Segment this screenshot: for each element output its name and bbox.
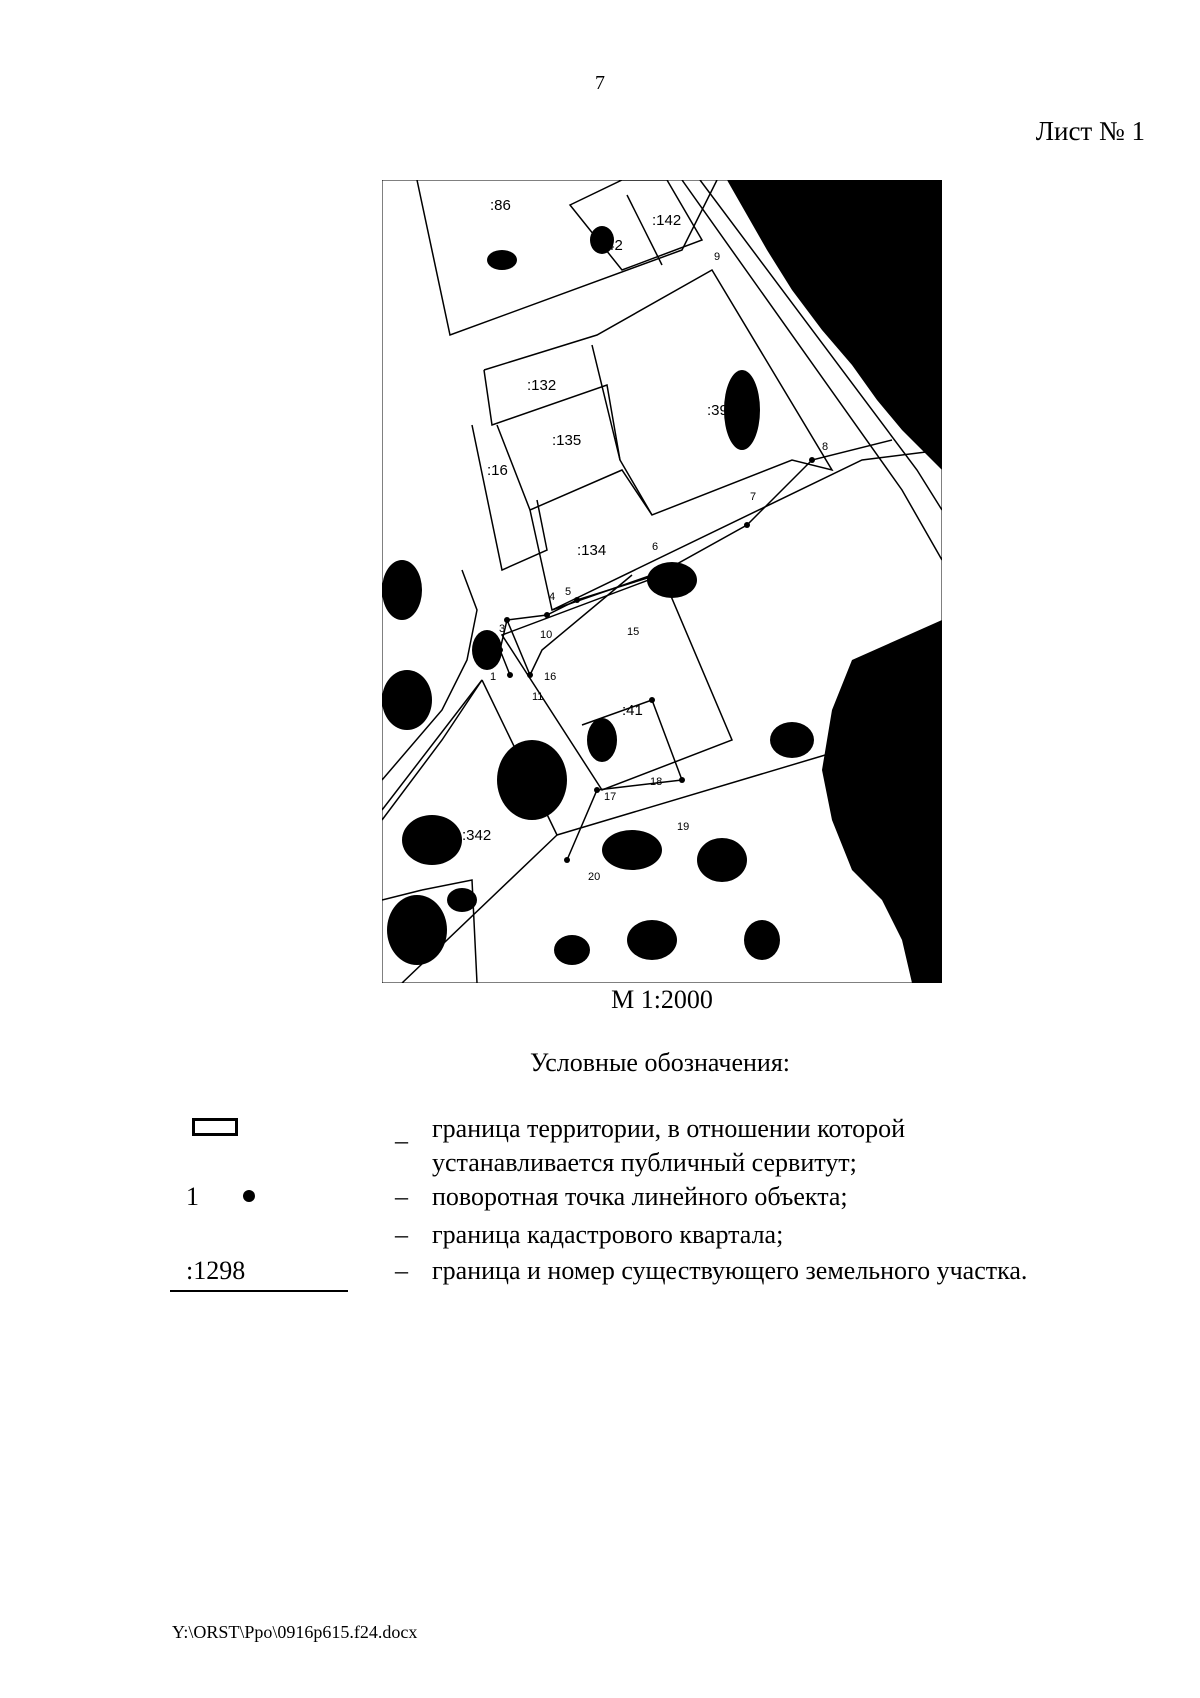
- point-label: 2: [492, 649, 499, 661]
- point-label: 11: [532, 691, 544, 703]
- legend-dash: –: [395, 1220, 408, 1249]
- point-label: 6: [652, 541, 659, 553]
- point-label: 16: [544, 671, 557, 683]
- legend-text-turning-point: поворотная точка линейного объекта;: [432, 1182, 848, 1211]
- legend-text-servitude-line1: граница территории, в отношении которой: [432, 1114, 906, 1143]
- parcel-label: :132: [527, 377, 557, 394]
- turning-point-symbol-label: 1: [186, 1182, 199, 1211]
- sheet-label: Лист № 1: [1035, 116, 1145, 146]
- point-label: 1: [490, 671, 497, 683]
- legend-dash: –: [395, 1126, 408, 1155]
- legend-text-parcel: граница и номер существующего земельного участка.: [432, 1256, 1028, 1285]
- parcel-label: :343: [412, 927, 442, 944]
- parcel-label: :142: [652, 212, 682, 229]
- point-label: 5: [565, 586, 572, 598]
- point-label: 19: [677, 821, 690, 833]
- parcel-label: :42: [602, 237, 623, 254]
- turning-point-dot-icon: [243, 1190, 255, 1202]
- parcel-label: :135: [552, 432, 582, 449]
- parcel-symbol-label: :1298: [186, 1256, 246, 1285]
- point-label: 3: [499, 623, 506, 635]
- point-label: 12: [899, 471, 912, 483]
- point-label: 17: [604, 791, 617, 803]
- parcel-label: :342: [462, 827, 492, 844]
- point-label: 15: [627, 626, 640, 638]
- footer-file-path: Y:\ORST\Ppo\0916p615.f24.docx: [172, 1622, 418, 1642]
- parcel-label: :41: [622, 702, 643, 719]
- cadastral-map: [382, 180, 942, 983]
- parcel-boundary-line-symbol: [170, 1290, 348, 1292]
- legend-text-servitude-line2: устанавливается публичный сервитут;: [432, 1148, 857, 1177]
- parcel-label: :39: [707, 402, 728, 419]
- parcel-label: :134: [577, 542, 607, 559]
- legend-text-cadastral-quarter: граница кадастрового квартала;: [432, 1220, 784, 1249]
- legend-dash: –: [395, 1256, 408, 1285]
- legend-title: Условные обозначения:: [529, 1048, 791, 1077]
- point-label: 4: [549, 591, 556, 603]
- point-label: 14: [687, 591, 700, 603]
- point-label: 8: [822, 441, 829, 453]
- parcel-label: :86: [490, 197, 511, 214]
- point-label: 9: [714, 251, 721, 263]
- point-label: 7: [750, 491, 757, 503]
- point-label: 20: [588, 871, 601, 883]
- map-scale: М 1:2000: [611, 985, 713, 1014]
- point-label: 18: [650, 776, 663, 788]
- parcel-label: :16: [487, 462, 508, 479]
- page-number: 7: [595, 72, 605, 94]
- point-label: 13: [802, 526, 815, 538]
- point-label: 10: [540, 629, 553, 641]
- legend-dash: –: [395, 1182, 408, 1211]
- servitude-boundary-symbol: [192, 1118, 238, 1136]
